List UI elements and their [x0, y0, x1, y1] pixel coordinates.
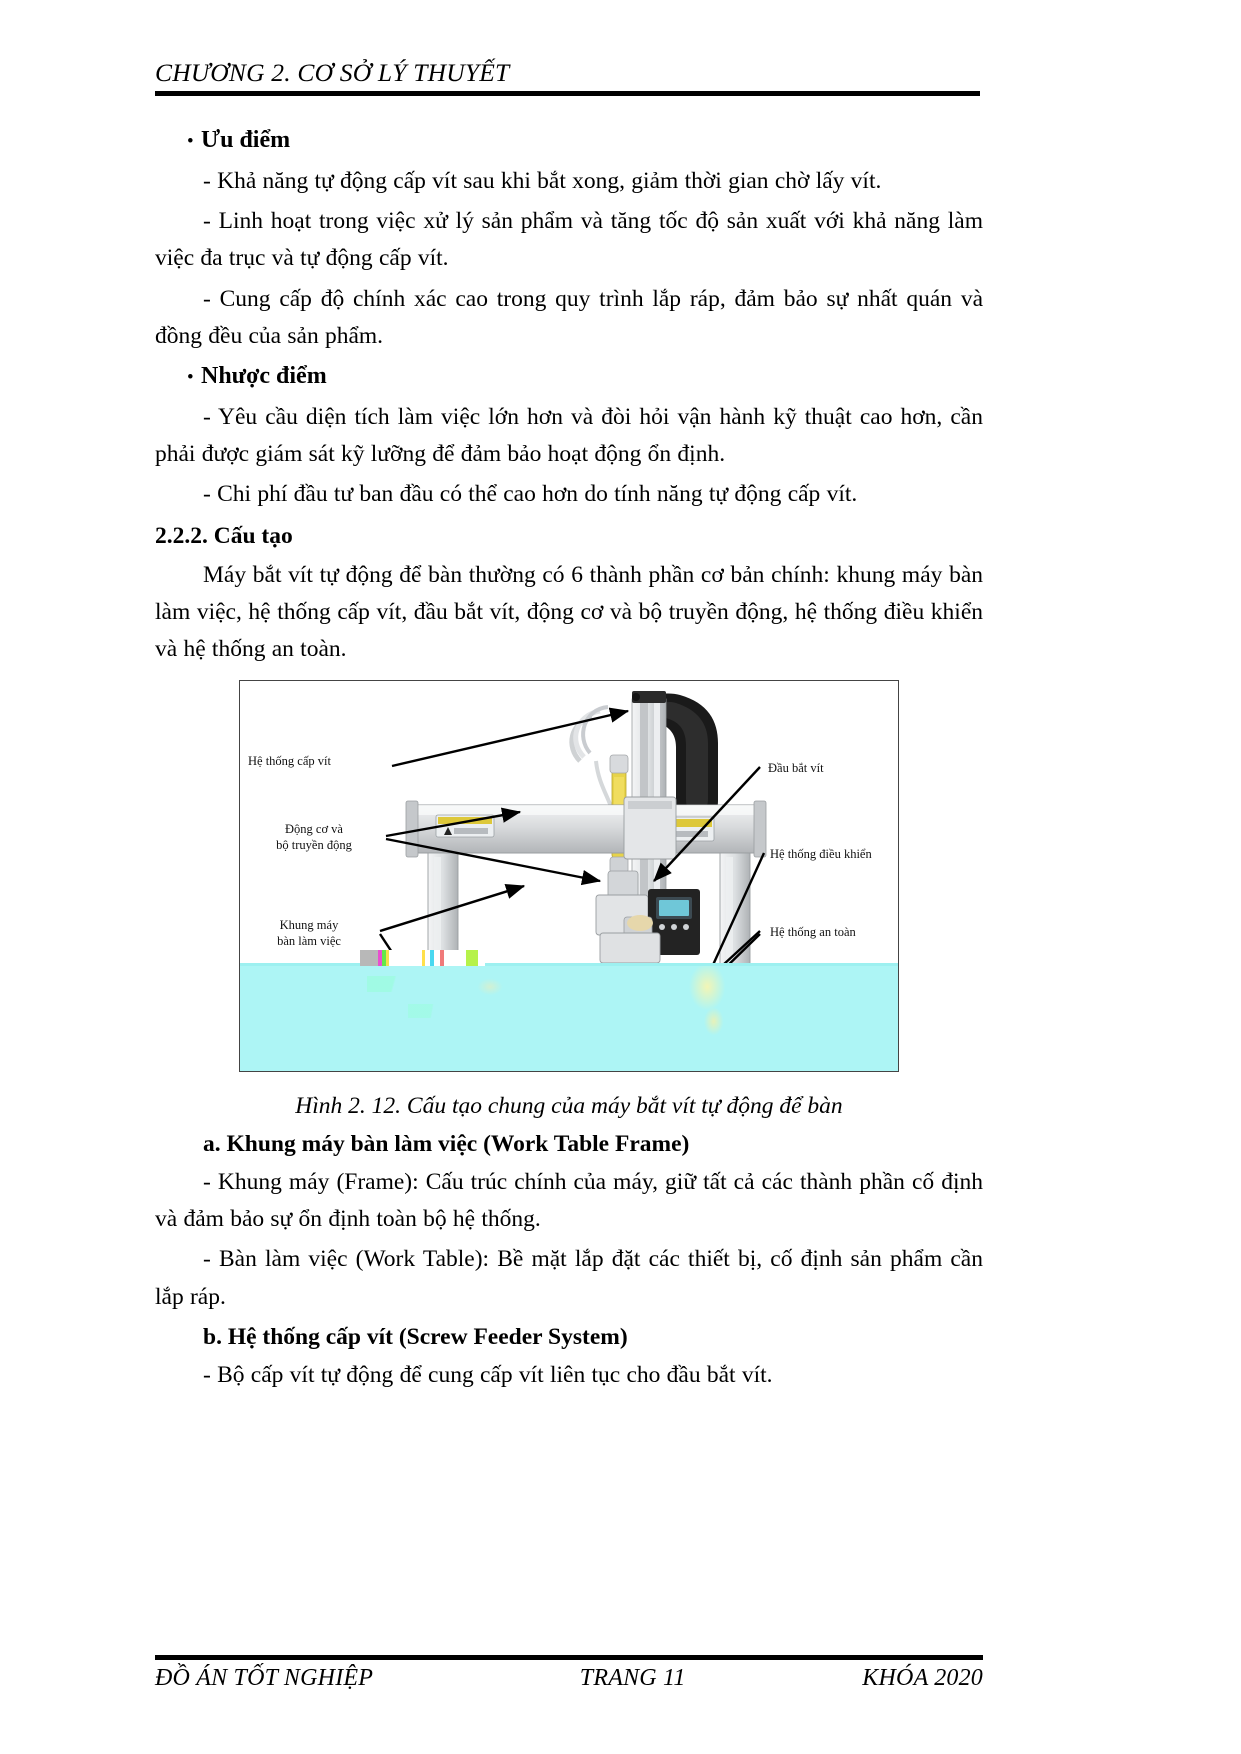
footer-divider — [155, 1655, 983, 1660]
header-divider — [155, 91, 980, 96]
page-body — [155, 122, 983, 1397]
page-footer — [155, 1655, 983, 1692]
paragraph-a-2: - Bàn làm việc (Work Table): Bề mặt lắp đặt các thiết bị, cố định sản phẩm cần lắp ráp. — [155, 1246, 983, 1310]
figure-image-frame — [239, 680, 899, 1072]
bullet-advantages — [155, 122, 983, 159]
section-heading-2-2-2: 2.2.2. Cấu tạo — [155, 523, 293, 550]
figure-label-frame-line2: bàn làm việc — [277, 934, 341, 948]
bullet-dot-icon: • — [187, 366, 194, 388]
paragraph-b-1: - Bộ cấp vít tự động để cung cấp vít liên tục cho đầu bắt vít. — [203, 1361, 773, 1388]
figure-label-screw-head: Đầu bắt vít — [768, 761, 824, 775]
paragraph-disadvantage-1: - Yêu cầu diện tích làm việc lớn hơn và đòi hỏi vận hành kỹ thuật cao hơn, cần phải được giám sát kỹ lưỡng để đảm bảo hoạt động ổn định. — [155, 404, 983, 468]
running-head-title: CHƯƠNG 2. CƠ SỞ LÝ THUYẾT — [155, 58, 510, 87]
paragraph-structure-intro: Máy bắt vít tự động để bàn thường có 6 thành phần cơ bản chính: khung máy bàn làm việc, hệ thống cấp vít, đầu bắt vít, động cơ và bộ truyền động, hệ thống điều khiển và hệ thống an toàn. — [155, 561, 983, 662]
paragraph-disadvantage-2: - Chi phí đầu tư ban đầu có thể cao hơn do tính năng tự động cấp vít. — [203, 481, 858, 508]
figure-caption: Hình 2. 12. Cấu tạo chung của máy bắt vít tự động để bàn — [295, 1093, 843, 1119]
figure-label-safety-system: Hệ thống an toàn — [770, 925, 856, 939]
figure-label-frame-line1: Khung máy — [279, 918, 339, 932]
heading-a-work-table-frame: a. Khung máy bàn làm việc (Work Table Frame) — [203, 1130, 690, 1157]
figure-label-control-system: Hệ thống điều khiển — [770, 847, 872, 861]
paragraph-advantage-2: - Linh hoạt trong việc xử lý sản phẩm và tăng tốc độ sản xuất với khả năng làm việc đa trục và tự động cấp vít. — [155, 208, 983, 272]
paragraph-a-1: - Khung máy (Frame): Cấu trúc chính của máy, giữ tất cả các thành phần cố định và đảm bảo sự ổn định toàn bộ hệ thống. — [155, 1169, 983, 1233]
figure-label-motor-line1: Động cơ và — [285, 822, 343, 836]
footer-row — [155, 1665, 983, 1692]
figure-label-screw-feeder: Hệ thống cấp vít — [248, 754, 331, 768]
bullet-disadvantages-label: Nhược điểm — [201, 362, 327, 389]
footer-page-number: TRANG 11 — [579, 1665, 686, 1691]
scan-artifact-band — [240, 963, 898, 1071]
figure-label-motor-line2: bộ truyền động — [276, 838, 352, 852]
bullet-disadvantages — [155, 358, 983, 395]
bullet-advantages-label: Ưu điểm — [201, 127, 291, 153]
machine-photo — [240, 681, 898, 1071]
scan-noise-strip — [360, 950, 485, 966]
footer-left-text: ĐỒ ÁN TỐT NGHIỆP — [155, 1665, 374, 1691]
figure-2-12 — [155, 680, 983, 1123]
page-header — [155, 58, 980, 96]
heading-b-screw-feeder-system: b. Hệ thống cấp vít (Screw Feeder System) — [203, 1323, 628, 1350]
paragraph-advantage-1: - Khả năng tự động cấp vít sau khi bắt xong, giảm thời gian chờ lấy vít. — [203, 168, 882, 195]
footer-right-text: KHÓA 2020 — [862, 1665, 983, 1691]
paragraph-advantage-3: - Cung cấp độ chính xác cao trong quy trình lắp ráp, đảm bảo sự nhất quán và đồng đều của sản phẩm. — [155, 285, 983, 349]
bullet-dot-icon: • — [187, 131, 194, 152]
